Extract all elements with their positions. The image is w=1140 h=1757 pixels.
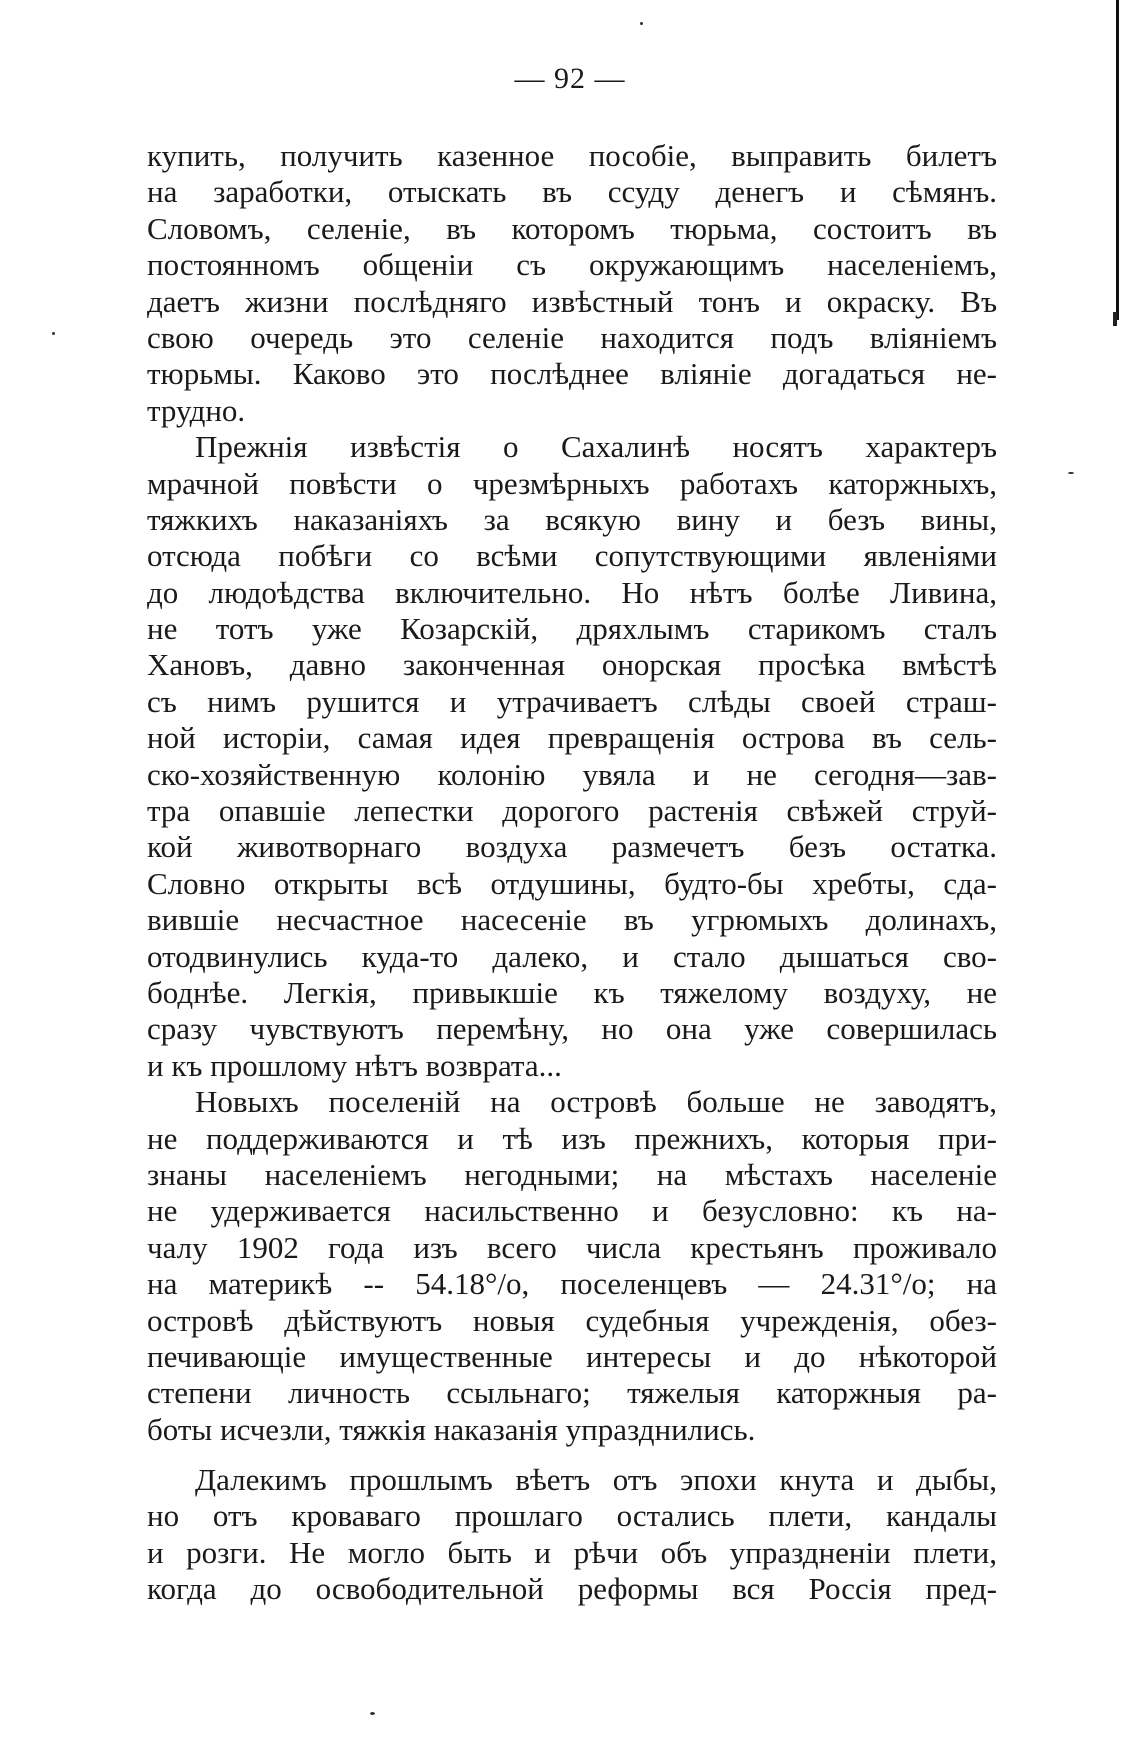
- page-number: — 92 —: [514, 62, 626, 95]
- text-line: степени личность ссыльнаго; тяжелыя каторжныя ра-: [147, 1375, 997, 1411]
- text-line: отодвинулись куда-то далеко, и стало дышаться сво-: [147, 938, 997, 974]
- text-line: но отъ кроваваго прошлаго остались плети, кандалы: [147, 1498, 997, 1534]
- paragraph-2: [147, 429, 997, 1084]
- text-line: даетъ жизни послѣдняго извѣстный тонъ и окраску. Въ: [147, 283, 997, 319]
- print-speck: [370, 1712, 375, 1715]
- text-line: не поддерживаются и тѣ изъ прежнихъ, которыя при-: [147, 1120, 997, 1156]
- body-text: [147, 138, 997, 1608]
- text-line: печивающіе имущественные интересы и до нѣкоторой: [147, 1338, 997, 1374]
- text-line: не тотъ уже Козарскій, дряхлымъ старикомъ сталъ: [147, 611, 997, 647]
- text-line: мрачной повѣсти о чрезмѣрныхъ работахъ каторжныхъ,: [147, 465, 997, 501]
- text-line: Прежнія извѣстія о Сахалинѣ носятъ характеръ: [195, 429, 997, 465]
- text-line: тяжкихъ наказаніяхъ за всякую вину и безъ вины,: [147, 501, 997, 537]
- print-speck: [1068, 472, 1074, 474]
- page-edge-rule: [1116, 0, 1119, 320]
- text-line: на заработки, отыскать въ ссуду денегъ и сѣмянъ.: [147, 174, 997, 210]
- text-line: Далекимъ прошлымъ вѣетъ отъ эпохи кнута и дыбы,: [195, 1462, 997, 1498]
- paragraph-3: [147, 1084, 997, 1448]
- paragraph-1: [147, 138, 997, 429]
- text-line: и розги. Не могло быть и рѣчи объ упраздненіи плети,: [147, 1534, 997, 1570]
- text-line: трудно.: [147, 392, 246, 428]
- text-line: на материкѣ -- 54.18°/o, поселенцевъ — 24.31°/o; на: [147, 1266, 997, 1302]
- text-line: купить, получить казенное пособіе, выправить билетъ: [147, 138, 997, 173]
- text-line: свою очередь это селеніе находится подъ вліяніемъ: [147, 319, 997, 355]
- text-line: ной исторіи, самая идея превращенія острова въ сель-: [147, 720, 997, 756]
- text-line: и къ прошлому нѣтъ возврата...: [147, 1047, 562, 1083]
- text-line: чалу 1902 года изъ всего числа крестьянъ проживало: [147, 1229, 997, 1265]
- print-speck: [640, 22, 643, 25]
- text-line: Хановъ, давно законченная онорская просѣка вмѣстѣ: [147, 647, 997, 683]
- text-line: кой животворнаго воздуха размечетъ безъ остатка.: [147, 829, 997, 865]
- text-line: боты исчезли, тяжкія наказанія упразднились.: [147, 1411, 756, 1447]
- text-line: ско-хозяйственную колонію увяла и не сегодня—зав-: [147, 756, 997, 792]
- text-line: знаны населеніемъ негодными; на мѣстахъ населеніе: [147, 1156, 997, 1192]
- text-line: сразу чувствуютъ перемѣну, но она уже совершилась: [147, 1011, 997, 1047]
- text-line: Словно открыты всѣ отдушины, будто-бы хребты, сда-: [147, 865, 997, 901]
- text-line: до людоѣдства включительно. Но нѣтъ болѣе Ливина,: [147, 574, 997, 610]
- print-speck: [52, 332, 55, 335]
- text-line: съ нимъ рушится и утрачиваетъ слѣды своей страш-: [147, 683, 997, 719]
- text-line: не удерживается насильственно и безусловно: къ на-: [147, 1193, 997, 1229]
- text-line: Новыхъ поселеній на островѣ больше не заводятъ,: [195, 1084, 997, 1120]
- page-edge-mark: [1113, 312, 1117, 326]
- text-line: тра опавшіе лепестки дорогого растенія свѣжей струй-: [147, 793, 997, 829]
- text-line: постоянномъ общеніи съ окружающимъ населеніемъ,: [147, 247, 997, 283]
- text-line: отсюда побѣги со всѣми сопутствующими явленіями: [147, 538, 997, 574]
- text-line: тюрьмы. Каково это послѣднее вліяніе догадаться не-: [147, 356, 997, 392]
- text-line: вившіе несчастное насесеніе въ угрюмыхъ долинахъ,: [147, 902, 997, 938]
- text-line: когда до освободительной реформы вся Россія пред-: [147, 1571, 997, 1607]
- paragraph-4: [147, 1462, 997, 1608]
- text-line: островѣ дѣйствуютъ новыя судебныя учрежденія, обез-: [147, 1302, 997, 1338]
- text-line: боднѣе. Легкія, привыкшіе къ тяжелому воздуху, не: [147, 974, 997, 1010]
- text-line: Словомъ, селеніе, въ которомъ тюрьма, состоитъ въ: [147, 210, 997, 246]
